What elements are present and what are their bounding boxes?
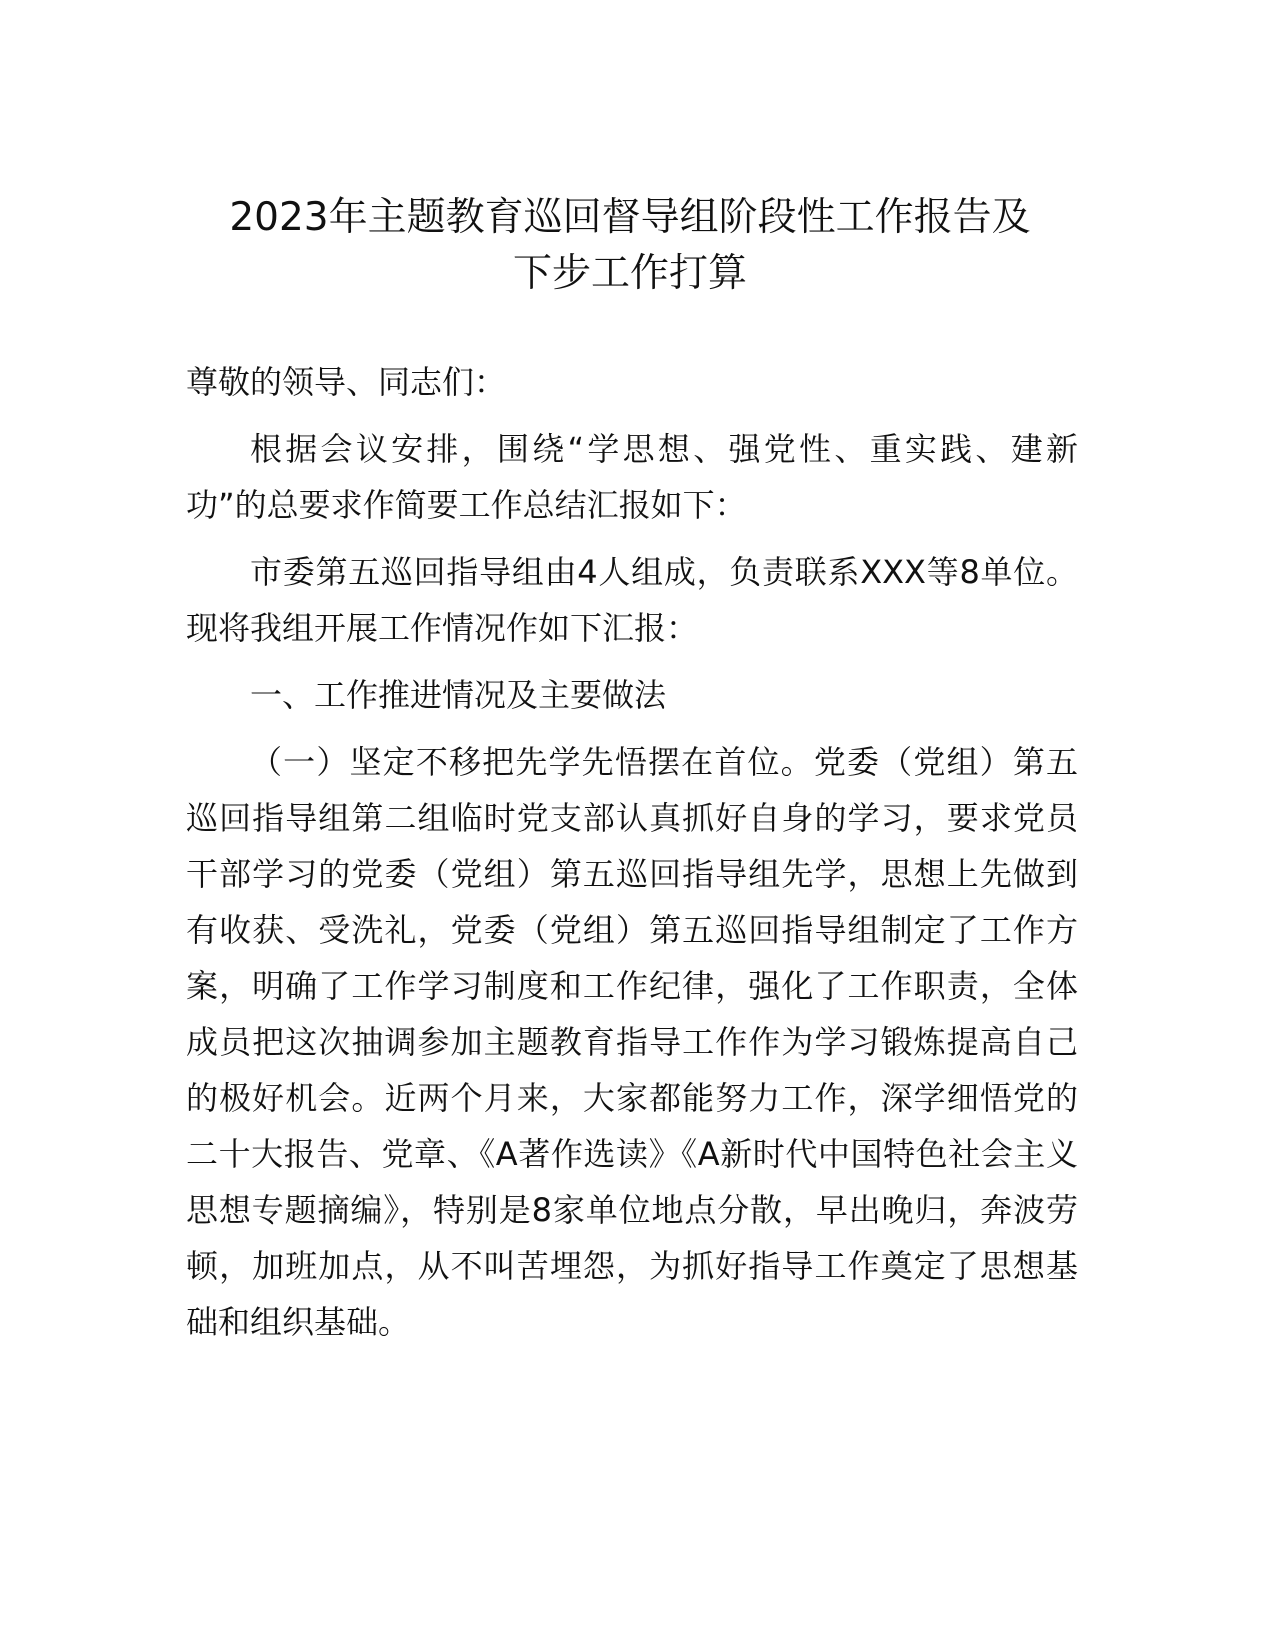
document-body: [186, 354, 1078, 1350]
salutation: 尊敬的领导、同志们：: [186, 363, 507, 401]
document-title: [180, 190, 1080, 302]
paragraph-intro: 根据会议安排，围绕“学思想、强党性、重实践、建新功”的总要求作简要工作总结汇报如下：: [186, 430, 1078, 524]
section-heading: 一、工作推进情况及主要做法: [250, 676, 667, 714]
title-line-1: 2023年主题教育巡回督导组阶段性工作报告及: [229, 195, 1031, 240]
paragraph-group-info: 市委第五巡回指导组由4人组成，负责联系XXX等8单位。现将我组开展工作情况作如下汇报：: [186, 553, 1078, 647]
paragraph-subsection-1: （一）坚定不移把先学先悟摆在首位。党委（党组）第五巡回指导组第二组临时党支部认真抓好自身的学习，要求党员干部学习的党委（党组）第五巡回指导组先学，思想上先做到有收获、受洗礼，党委（党组）第五巡回指导组制定了工作方案，明确了工作学习制度和工作纪律，强化了工作职责，全体成员把这次抽调参加主题教育指导工作作为学习锻炼提高自己的极好机会。近两个月来，大家都能努力工作，深学细悟党的二十大报告、党章、《A著作选读》《A新时代中国特色社会主义思想专题摘编》，特别是8家单位地点分散，早出晚归，奔波劳顿，加班加点，从不叫苦埋怨，为抓好指导工作奠定了思想基础和组织基础。: [186, 743, 1078, 1341]
title-line-2: 下步工作打算: [512, 251, 747, 296]
